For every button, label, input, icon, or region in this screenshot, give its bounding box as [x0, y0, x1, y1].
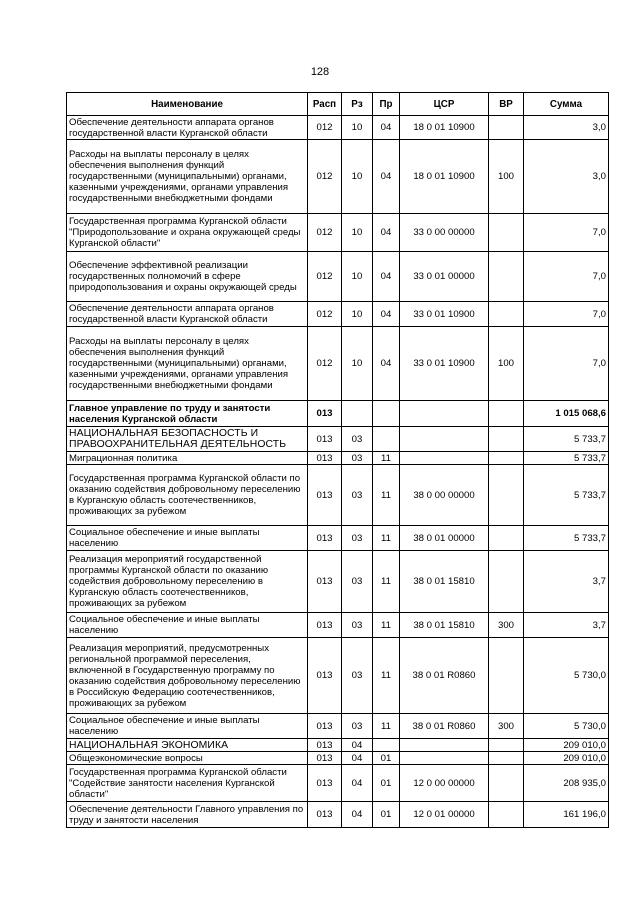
row-name: Социальное обеспечение и иные выплаты населению: [67, 714, 308, 739]
row-vr: [489, 427, 524, 452]
row-rz: 04: [342, 802, 373, 828]
row-vr: [489, 452, 524, 465]
row-csr: 33 0 01 00000: [400, 252, 489, 302]
row-rz: 03: [342, 551, 373, 613]
row-sum: 3,7: [524, 551, 609, 613]
row-rasp: 013: [308, 401, 342, 427]
row-name: НАЦИОНАЛЬНАЯ БЕЗОПАСНОСТЬ И ПРАВООХРАНИТЕЛЬНАЯ ДЕЯТЕЛЬНОСТЬ: [67, 427, 308, 452]
row-sum: 209 010,0: [524, 752, 609, 765]
col-header-name: Наименование: [67, 93, 308, 116]
row-rasp: 013: [308, 427, 342, 452]
table-row: [67, 752, 609, 765]
row-pr: 01: [373, 802, 400, 828]
row-pr: 11: [373, 452, 400, 465]
row-name: Государственная программа Курганской области по оказанию содействия добровольному переселению в Курганскую область соотечественников, проживающих за рубежом: [67, 465, 308, 526]
page-number: 128: [310, 66, 330, 78]
row-rz: 10: [342, 116, 373, 140]
row-sum: 208 935,0: [524, 765, 609, 802]
row-pr: 11: [373, 714, 400, 739]
row-rasp: 012: [308, 214, 342, 252]
row-pr: 11: [373, 551, 400, 613]
budget-table: [66, 92, 609, 828]
row-sum: 209 010,0: [524, 739, 609, 752]
row-vr: [489, 302, 524, 327]
row-vr: [489, 526, 524, 551]
row-sum: 5 733,7: [524, 427, 609, 452]
row-rasp: 012: [308, 252, 342, 302]
row-rasp: 013: [308, 613, 342, 638]
table-row: [67, 116, 609, 140]
row-rz: 10: [342, 252, 373, 302]
row-name: Обеспечение деятельности аппарата органов государственной власти Курганской области: [67, 302, 308, 327]
table-row: [67, 327, 609, 401]
col-header-vr: ВР: [489, 93, 524, 116]
row-vr: 100: [489, 327, 524, 401]
row-rasp: 013: [308, 739, 342, 752]
row-rz: 03: [342, 465, 373, 526]
row-rz: 03: [342, 452, 373, 465]
row-rasp: 012: [308, 140, 342, 214]
row-sum: 5 733,7: [524, 465, 609, 526]
row-rz: 03: [342, 638, 373, 714]
row-rasp: 013: [308, 765, 342, 802]
row-name: Миграционная политика: [67, 452, 308, 465]
row-pr: 04: [373, 214, 400, 252]
row-pr: 04: [373, 327, 400, 401]
col-header-pr: Пр: [373, 93, 400, 116]
row-name: Реализация мероприятий, предусмотренных региональной программой переселения, включенной в Государственную программу по оказанию содействия добровольному переселению в Российскую Федерацию соотечественников, проживающих за рубежом: [67, 638, 308, 714]
row-vr: [489, 739, 524, 752]
row-sum: 161 196,0: [524, 802, 609, 828]
col-header-rasp: Расп: [308, 93, 342, 116]
row-csr: 38 0 01 R0860: [400, 638, 489, 714]
row-name: Государственная программа Курганской области "Содействие занятости населения Курганской области": [67, 765, 308, 802]
row-vr: 300: [489, 714, 524, 739]
row-csr: 38 0 01 15810: [400, 613, 489, 638]
row-pr: [373, 739, 400, 752]
table-row: [67, 252, 609, 302]
row-name: Государственная программа Курганской области "Природопользование и охрана окружающей среды Курганской области": [67, 214, 308, 252]
row-sum: 7,0: [524, 214, 609, 252]
row-csr: 33 0 01 10900: [400, 327, 489, 401]
row-rz: 10: [342, 214, 373, 252]
row-vr: 100: [489, 140, 524, 214]
table-row: [67, 401, 609, 427]
row-vr: [489, 638, 524, 714]
table-row: [67, 214, 609, 252]
row-sum: 7,0: [524, 302, 609, 327]
row-sum: 5 733,7: [524, 452, 609, 465]
row-name: Общеэкономические вопросы: [67, 752, 308, 765]
row-pr: 11: [373, 613, 400, 638]
row-pr: 04: [373, 116, 400, 140]
col-header-rz: Рз: [342, 93, 373, 116]
row-sum: 3,7: [524, 613, 609, 638]
row-sum: 1 015 068,6: [524, 401, 609, 427]
row-csr: 38 0 01 15810: [400, 551, 489, 613]
row-vr: [489, 765, 524, 802]
row-rasp: 012: [308, 302, 342, 327]
row-csr: [400, 752, 489, 765]
row-csr: [400, 739, 489, 752]
row-rz: 03: [342, 427, 373, 452]
row-name: Главное управление по труду и занятости населения Курганской области: [67, 401, 308, 427]
table-row: [67, 613, 609, 638]
row-rz: 10: [342, 140, 373, 214]
table-header-row: [67, 93, 609, 116]
row-name: Обеспечение деятельности Главного управления по труду и занятости населения: [67, 802, 308, 828]
table-row: [67, 551, 609, 613]
row-pr: 01: [373, 752, 400, 765]
row-sum: 5 730,0: [524, 714, 609, 739]
row-rasp: 013: [308, 452, 342, 465]
table-row: [67, 302, 609, 327]
row-csr: 38 0 01 R0860: [400, 714, 489, 739]
row-name: Социальное обеспечение и иные выплаты населению: [67, 526, 308, 551]
row-csr: [400, 427, 489, 452]
table-row: [67, 140, 609, 214]
row-rz: [342, 401, 373, 427]
row-name: Расходы на выплаты персоналу в целях обеспечения выполнения функций государственными (муниципальными) органами, казенными учреждениями, органами управления государственными внебюджетными фондами: [67, 327, 308, 401]
row-pr: 04: [373, 140, 400, 214]
row-rz: 03: [342, 613, 373, 638]
row-vr: [489, 551, 524, 613]
row-vr: [489, 752, 524, 765]
row-rasp: 013: [308, 752, 342, 765]
row-csr: 12 0 01 00000: [400, 802, 489, 828]
row-pr: 11: [373, 465, 400, 526]
row-name: Обеспечение эффективной реализации государственных полномочий в сфере природопользования и охраны окружающей среды: [67, 252, 308, 302]
table-row: [67, 739, 609, 752]
table-row: [67, 765, 609, 802]
row-rasp: 013: [308, 714, 342, 739]
row-sum: 7,0: [524, 252, 609, 302]
row-rasp: 013: [308, 465, 342, 526]
row-vr: [489, 401, 524, 427]
row-sum: 3,0: [524, 116, 609, 140]
row-name: Расходы на выплаты персоналу в целях обеспечения выполнения функций государственными (муниципальными) органами, казенными учреждениями, органами управления государственными внебюджетными фондами: [67, 140, 308, 214]
table-row: [67, 638, 609, 714]
row-rasp: 013: [308, 802, 342, 828]
col-header-sum: Сумма: [524, 93, 609, 116]
row-sum: 5 730,0: [524, 638, 609, 714]
row-rz: 04: [342, 739, 373, 752]
row-pr: [373, 401, 400, 427]
row-pr: [373, 427, 400, 452]
row-rz: 04: [342, 752, 373, 765]
row-vr: [489, 802, 524, 828]
row-csr: 18 0 01 10900: [400, 140, 489, 214]
row-name: Обеспечение деятельности аппарата органов государственной власти Курганской области: [67, 116, 308, 140]
row-rasp: 013: [308, 638, 342, 714]
row-csr: 33 0 01 10900: [400, 302, 489, 327]
row-csr: 38 0 01 00000: [400, 526, 489, 551]
row-csr: 18 0 01 10900: [400, 116, 489, 140]
row-vr: [489, 116, 524, 140]
row-sum: 5 733,7: [524, 526, 609, 551]
col-header-csr: ЦСР: [400, 93, 489, 116]
row-csr: [400, 401, 489, 427]
row-pr: 01: [373, 765, 400, 802]
row-vr: [489, 465, 524, 526]
row-rz: 10: [342, 302, 373, 327]
row-vr: [489, 252, 524, 302]
row-name: Реализация мероприятий государственной программы Курганской области по оказанию содействия добровольному переселению в Курганскую область соотечественников, проживающих за рубежом: [67, 551, 308, 613]
row-csr: [400, 452, 489, 465]
row-rz: 03: [342, 526, 373, 551]
row-rasp: 013: [308, 526, 342, 551]
row-sum: 3,0: [524, 140, 609, 214]
row-rasp: 012: [308, 116, 342, 140]
table-row: [67, 427, 609, 452]
table-row: [67, 714, 609, 739]
row-rasp: 013: [308, 551, 342, 613]
row-pr: 11: [373, 638, 400, 714]
row-rz: 10: [342, 327, 373, 401]
row-rz: 04: [342, 765, 373, 802]
table-row: [67, 452, 609, 465]
table-row: [67, 465, 609, 526]
row-vr: [489, 214, 524, 252]
row-name: НАЦИОНАЛЬНАЯ ЭКОНОМИКА: [67, 739, 308, 752]
row-pr: 11: [373, 526, 400, 551]
row-pr: 04: [373, 302, 400, 327]
row-name: Социальное обеспечение и иные выплаты населению: [67, 613, 308, 638]
row-csr: 12 0 00 00000: [400, 765, 489, 802]
table-row: [67, 526, 609, 551]
row-pr: 04: [373, 252, 400, 302]
row-csr: 33 0 00 00000: [400, 214, 489, 252]
row-rasp: 012: [308, 327, 342, 401]
row-csr: 38 0 00 00000: [400, 465, 489, 526]
row-rz: 03: [342, 714, 373, 739]
row-vr: 300: [489, 613, 524, 638]
table-row: [67, 802, 609, 828]
row-sum: 7,0: [524, 327, 609, 401]
